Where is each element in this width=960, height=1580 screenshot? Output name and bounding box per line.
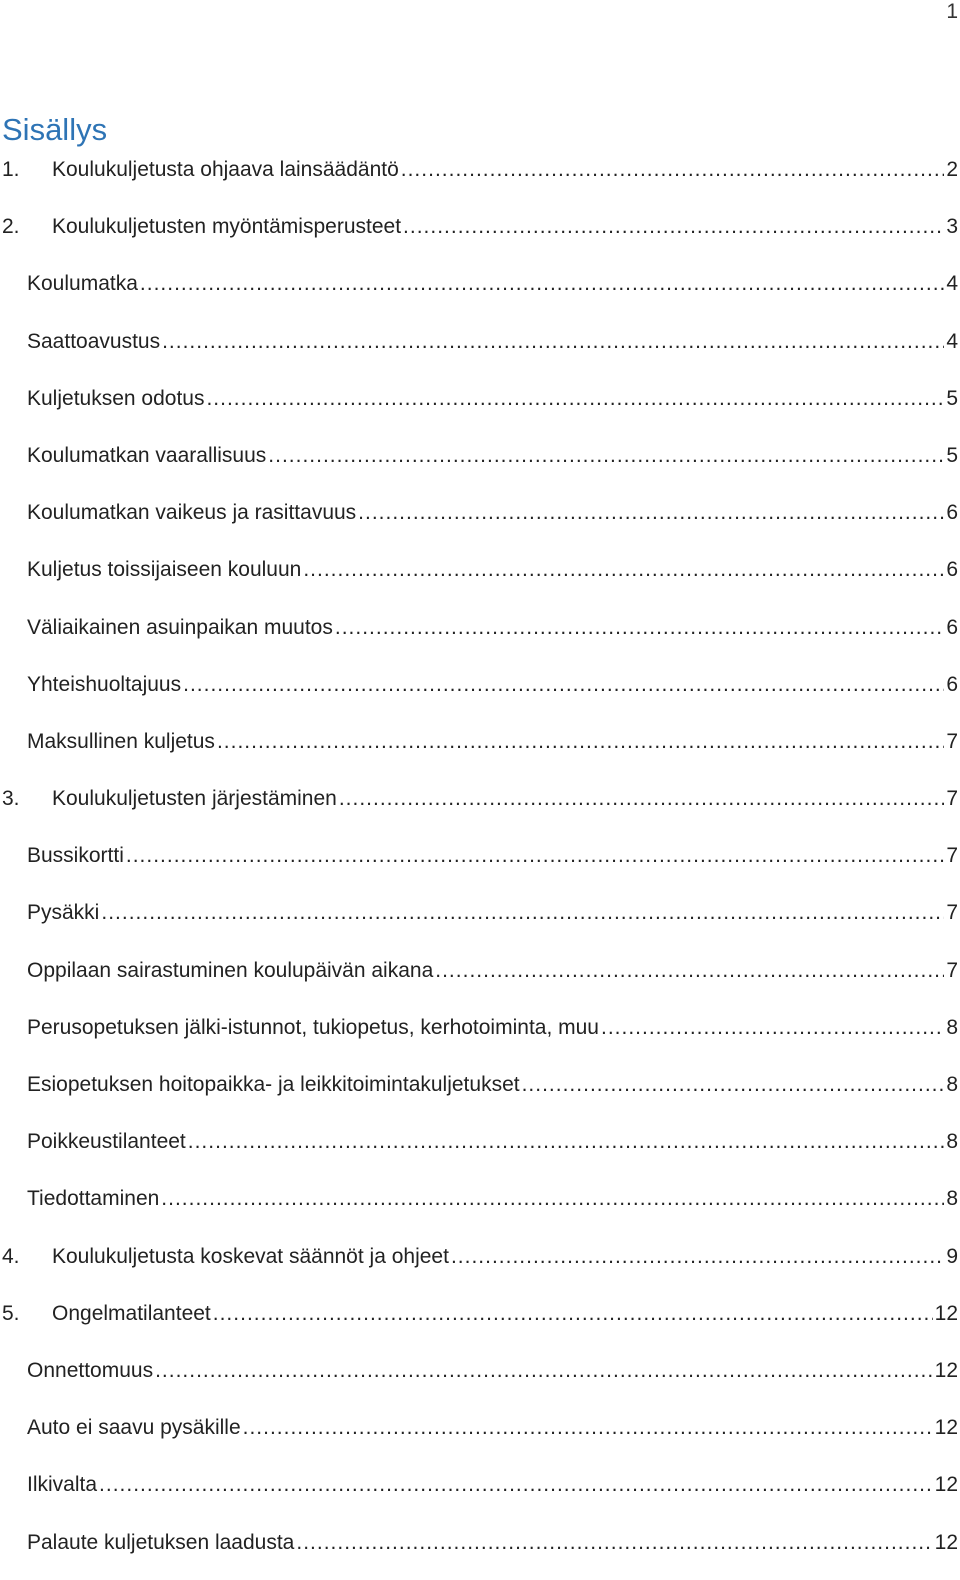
toc-entry-page: 5 xyxy=(946,386,958,410)
toc-entry-title: Ongelmatilanteet xyxy=(52,1301,211,1325)
toc-dot-leader xyxy=(451,1237,944,1277)
toc-entry-page: 6 xyxy=(946,501,958,525)
toc-dot-leader xyxy=(126,836,944,876)
toc-dot-leader xyxy=(296,1523,932,1563)
toc-entry-title: Ilkivalta xyxy=(27,1473,98,1497)
toc-entry-page: 9 xyxy=(946,1244,958,1268)
toc-entry[interactable] xyxy=(0,1179,960,1236)
toc-entry-title: Koulumatka xyxy=(27,272,138,296)
toc-entry-title: Väliaikainen asuinpaikan muutos xyxy=(27,615,333,639)
toc-entry-title: Esiopetuksen hoitopaikka- ja leikkitoimintakuljetukset xyxy=(27,1073,520,1096)
toc-entry-number: 2. xyxy=(2,215,20,239)
toc-entry-page: 4 xyxy=(946,272,958,296)
toc-entry-page: 8 xyxy=(946,1015,958,1039)
toc-dot-leader xyxy=(358,493,944,533)
toc-entry-number: 4. xyxy=(2,1244,20,1268)
toc-entry-title: Kuljetuksen odotus xyxy=(27,386,205,410)
toc-dot-leader xyxy=(213,1294,933,1334)
toc-entry-title: Kuljetus toissijaiseen kouluun xyxy=(27,558,302,582)
toc-dot-leader xyxy=(601,1008,944,1048)
toc-entry-title: Koulukuljetusten järjestäminen xyxy=(52,787,337,811)
toc-entry-title: Bussikortti xyxy=(27,844,124,868)
toc-entry-title: Perusopetuksen jälki-istunnot, tukiopetus, kerhotoiminta, muu xyxy=(27,1015,599,1039)
toc-entry-title: Palaute kuljetuksen laadusta xyxy=(27,1530,295,1554)
toc-entry[interactable] xyxy=(0,1408,960,1465)
toc-dot-leader xyxy=(162,322,944,362)
toc-entry-title: Oppilaan sairastuminen koulupäivän aikana xyxy=(27,958,434,982)
toc-dot-leader xyxy=(435,951,944,991)
toc-dot-leader xyxy=(403,207,944,247)
toc-entry[interactable] xyxy=(0,1065,960,1122)
toc-entry-page: 2 xyxy=(946,158,958,181)
toc-entry[interactable] xyxy=(0,1294,960,1351)
toc-entry-title: Koulukuljetusta koskevat säännöt ja ohjeet xyxy=(52,1244,449,1268)
toc-entry-page: 6 xyxy=(946,558,958,582)
toc-dot-leader xyxy=(339,779,944,819)
toc-entry-title: Koulumatkan vaarallisuus xyxy=(27,443,267,467)
toc-entry[interactable] xyxy=(0,150,960,207)
toc-entry-page: 7 xyxy=(946,958,958,982)
toc-entry[interactable] xyxy=(0,322,960,379)
toc-entry[interactable] xyxy=(0,722,960,779)
toc-entry-number: 3. xyxy=(2,787,20,811)
toc-entry-page: 3 xyxy=(946,215,958,239)
toc-entry-page: 4 xyxy=(946,329,958,353)
toc-dot-leader xyxy=(401,150,945,190)
toc-dot-leader xyxy=(140,264,944,304)
toc-entry[interactable] xyxy=(0,379,960,436)
toc-entry[interactable] xyxy=(0,436,960,493)
toc-entry[interactable] xyxy=(0,665,960,722)
toc-entry-title: Yhteishuoltajuus xyxy=(27,672,182,696)
toc-entry-page: 6 xyxy=(946,672,958,696)
toc-dot-leader xyxy=(243,1408,933,1448)
toc-entry-page: 12 xyxy=(934,1530,958,1554)
toc-dot-leader xyxy=(161,1179,944,1219)
toc-entry-title: Tiedottaminen xyxy=(27,1187,160,1211)
toc-entry[interactable] xyxy=(0,1465,960,1522)
toc-entry[interactable] xyxy=(0,836,960,893)
toc-entry-page: 12 xyxy=(934,1301,958,1325)
toc-entry[interactable] xyxy=(0,1122,960,1179)
page-number: 1 xyxy=(946,0,958,23)
toc-entry-title: Onnettomuus xyxy=(27,1358,154,1382)
toc-dot-leader xyxy=(217,722,944,762)
toc-entry-page: 7 xyxy=(946,901,958,925)
toc-entry[interactable] xyxy=(0,951,960,1008)
toc-dot-leader xyxy=(522,1065,945,1105)
table-of-contents xyxy=(0,150,960,1580)
toc-entry[interactable] xyxy=(0,493,960,550)
toc-entry-title: Saattoavustus xyxy=(27,329,161,353)
toc-dot-leader xyxy=(101,893,944,933)
toc-entry-title: Koulukuljetusten myöntämisperusteet xyxy=(52,215,402,239)
toc-entry-title: Auto ei saavu pysäkille xyxy=(27,1416,241,1440)
toc-entry-number: 1. xyxy=(2,158,20,181)
toc-entry-page: 12 xyxy=(934,1416,958,1440)
toc-entry[interactable] xyxy=(0,779,960,836)
toc-entry[interactable] xyxy=(0,608,960,665)
toc-entry-page: 8 xyxy=(946,1073,958,1096)
toc-entry-page: 12 xyxy=(934,1358,958,1382)
toc-entry-title: Maksullinen kuljetus xyxy=(27,729,215,753)
toc-entry-page: 7 xyxy=(946,787,958,811)
toc-entry-title: Pysäkki xyxy=(27,901,100,925)
toc-entry[interactable] xyxy=(0,1237,960,1294)
toc-entry-page: 12 xyxy=(934,1473,958,1497)
toc-entry[interactable] xyxy=(0,1008,960,1065)
toc-dot-leader xyxy=(188,1122,945,1162)
toc-entry[interactable] xyxy=(0,207,960,264)
toc-entry-title: Koulukuljetusta ohjaava lainsäädäntö xyxy=(52,158,399,181)
toc-entry-page: 8 xyxy=(946,1187,958,1211)
toc-dot-leader xyxy=(268,436,944,476)
toc-entry-page: 8 xyxy=(946,1130,958,1154)
toc-dot-leader xyxy=(183,665,944,705)
toc-entry-page: 7 xyxy=(946,844,958,868)
toc-entry[interactable] xyxy=(0,264,960,321)
toc-entry-page: 7 xyxy=(946,729,958,753)
toc-entry-title: Poikkeustilanteet xyxy=(27,1130,186,1154)
toc-entry[interactable] xyxy=(0,1523,960,1580)
toc-entry[interactable] xyxy=(0,550,960,607)
toc-entry[interactable] xyxy=(0,893,960,950)
toc-entry-page: 5 xyxy=(946,443,958,467)
toc-heading: Sisällys xyxy=(2,112,108,147)
toc-entry-page: 6 xyxy=(946,615,958,639)
toc-dot-leader xyxy=(155,1351,933,1391)
toc-entry-title: Koulumatkan vaikeus ja rasittavuus xyxy=(27,501,357,525)
toc-dot-leader xyxy=(335,608,944,648)
toc-dot-leader xyxy=(303,550,944,590)
toc-dot-leader xyxy=(99,1465,933,1505)
toc-entry-number: 5. xyxy=(2,1301,20,1325)
toc-entry[interactable] xyxy=(0,1351,960,1408)
toc-dot-leader xyxy=(206,379,944,419)
